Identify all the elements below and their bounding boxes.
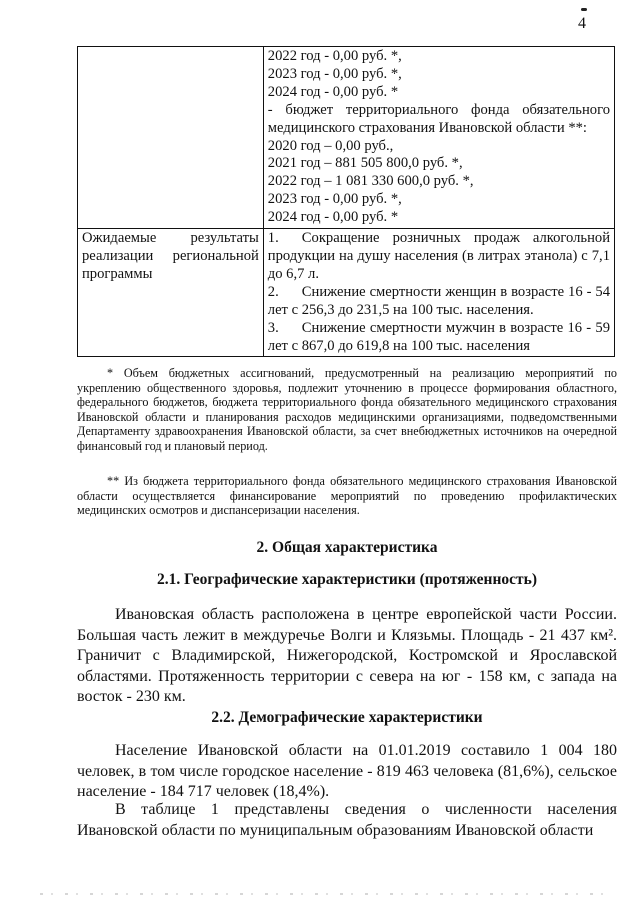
results-label-line: Ожидаемые результаты [82, 230, 259, 247]
budget-line: 2022 год – 1 081 330 600,0 руб. *, [267, 173, 474, 190]
footnote-double-asterisk: ** Из бюджета территориального фонда обязательного медицинского страхования Ивановской области осуществляется финансирование мероприятий по проведению профилактических медицинских осмотров и диспансеризации населения. [77, 474, 617, 518]
budget-line: 2023 год - 0,00 руб. *, [267, 191, 402, 208]
result-text: Сокращение розничных продаж алкогольной продукции на душу населения (в литрах этанола) с 7,1 до 6,7 л. [267, 230, 610, 282]
page-number-text: 4 [578, 15, 586, 32]
demo-paragraph-1: Население Ивановской области на 01.01.2019 составило 1 004 180 человек, в том числе городское население - 819 463 человека (81,6%), сельское население - 184 717 человек (18,4%). [77, 742, 617, 800]
funding-content-cell [263, 47, 614, 229]
result-text: Снижение смертности женщин в возрасте 16 - 54 лет с 256,3 до 231,5 на 100 тыс. населения. [267, 283, 610, 318]
results-label-line: программы [82, 265, 153, 282]
results-label-line: реализации региональной [82, 247, 259, 264]
result-item [268, 320, 610, 356]
result-item [268, 230, 610, 284]
budget-line: 2022 год - 0,00 руб. *, [267, 48, 402, 64]
table-row-results [78, 229, 615, 357]
budget-line: 2023 год - 0,00 руб. *, [267, 65, 402, 82]
result-item [268, 284, 610, 320]
scan-noise-strip [40, 893, 610, 895]
budget-source-line: - бюджет территориального фонда обязательного медицинского страхования Ивановской области **: [267, 101, 610, 136]
funding-label-cell [78, 47, 264, 229]
geo-paragraph: Ивановская область расположена в центре европейской части России. Большая часть лежит в междуречье Волги и Клязьмы. Площадь - 21 437 км². Граничит с Владимирской, Нижегородской, Костромской и Ярославской областями. Протяженность территории с севера на юг - 158 км, с запада на восток - 230 км. [77, 606, 617, 705]
budget-line: 2020 год – 0,00 руб., [267, 137, 394, 154]
footnote-single-asterisk: * Объем бюджетных ассигнований, предусмотренный на реализацию мероприятий по укреплению общественного здоровья, подлежит уточнению в процессе формирования областного, федерального бюджетов, бюджета территориального фонда обязательного медицинского страхования Ивановской области и планирования расходов медицинскими организациями, подведомственными Департаменту здравоохранения Ивановской области, за счет внебюджетных источников на очередной финансовый год и плановый период. [77, 366, 617, 453]
table-row-funding [78, 47, 615, 229]
budget-line: 2024 год - 0,00 руб. * [267, 83, 399, 100]
section-title-demo: 2.2. Демографические характеристики [211, 709, 483, 726]
results-label-cell [78, 229, 264, 357]
result-number: 1. [267, 230, 279, 247]
scan-mark [581, 8, 587, 11]
budget-line: 2021 год – 881 505 800,0 руб. *, [267, 155, 463, 172]
section-title-geo: 2.1. Географические характеристики (протяженность) [156, 571, 538, 588]
result-number: 3. [267, 319, 279, 336]
result-number: 2. [267, 283, 279, 300]
program-passport-table [77, 46, 615, 357]
section-title-general: 2. Общая характеристика [256, 539, 438, 556]
result-text: Снижение смертности мужчин в возрасте 16 - 59 лет с 867,0 до 619,8 на 100 тыс. населения [267, 319, 610, 354]
page-number [578, 8, 586, 36]
demo-paragraph-2: В таблице 1 представлены сведения о численности населения Ивановской области по муниципальным образованиям Ивановской области [77, 801, 617, 839]
budget-line: 2024 год - 0,00 руб. * [267, 209, 399, 226]
results-content-cell [263, 229, 614, 357]
